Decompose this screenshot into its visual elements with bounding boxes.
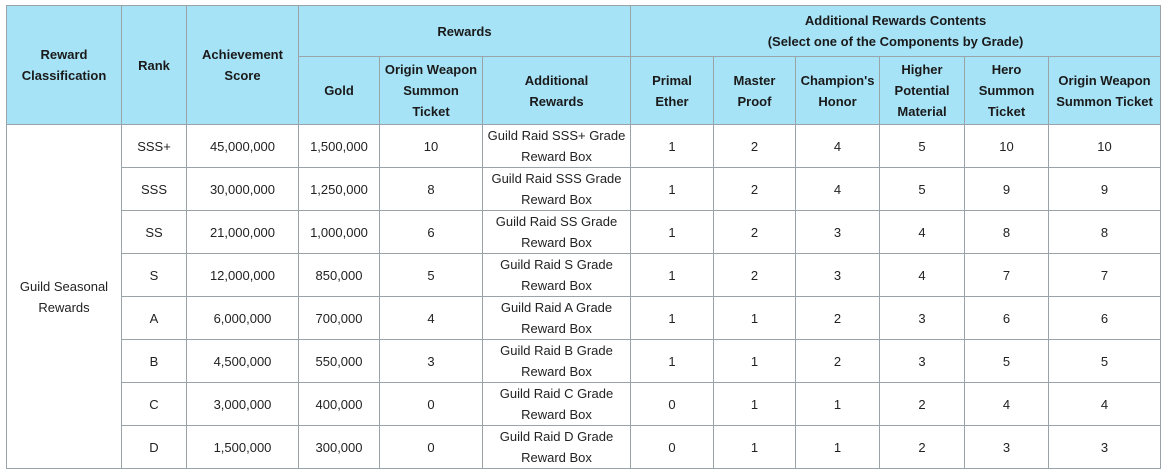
origin-weapon-summon-ticket-cell: 9 [1049, 168, 1161, 211]
origin-weapon-summon-ticket-cell: 4 [1049, 383, 1161, 426]
reward-box-cell: Guild Raid A Grade Reward Box [483, 297, 631, 340]
score-cell: 3,000,000 [187, 383, 299, 426]
hero-summon-ticket-cell: 5 [965, 340, 1049, 383]
higher-potential-material-cell: 2 [880, 426, 965, 469]
primal-ether-cell: 1 [631, 254, 714, 297]
score-cell: 45,000,000 [187, 125, 299, 168]
hero-summon-ticket-cell: 4 [965, 383, 1049, 426]
hero-summon-ticket-cell: 3 [965, 426, 1049, 469]
rank-cell: SSS [122, 168, 187, 211]
ticket-cell: 8 [380, 168, 483, 211]
table-row [7, 168, 1161, 211]
origin-weapon-summon-ticket-cell: 5 [1049, 340, 1161, 383]
header-reward-classification: Reward Classification [7, 6, 122, 125]
reward-box-cell: Guild Raid SSS+ Grade Reward Box [483, 125, 631, 168]
rank-cell: SS [122, 211, 187, 254]
master-proof-cell: 1 [714, 297, 796, 340]
header-champions-honor: Champion's Honor [796, 57, 880, 125]
reward-box-cell: Guild Raid SS Grade Reward Box [483, 211, 631, 254]
rank-cell: SSS+ [122, 125, 187, 168]
champions-honor-cell: 1 [796, 383, 880, 426]
reward-box-cell: Guild Raid C Grade Reward Box [483, 383, 631, 426]
hero-summon-ticket-cell: 10 [965, 125, 1049, 168]
header-additional-rewards: Additional Rewards [483, 57, 631, 125]
gold-cell: 1,000,000 [299, 211, 380, 254]
origin-weapon-summon-ticket-cell: 8 [1049, 211, 1161, 254]
ticket-cell: 0 [380, 426, 483, 469]
primal-ether-cell: 0 [631, 383, 714, 426]
hero-summon-ticket-cell: 9 [965, 168, 1049, 211]
primal-ether-cell: 1 [631, 168, 714, 211]
higher-potential-material-cell: 4 [880, 254, 965, 297]
header-primal-ether: Primal Ether [631, 57, 714, 125]
ticket-cell: 3 [380, 340, 483, 383]
table-row [7, 125, 1161, 168]
gold-cell: 700,000 [299, 297, 380, 340]
master-proof-cell: 2 [714, 211, 796, 254]
header-rewards: Rewards [299, 6, 631, 57]
origin-weapon-summon-ticket-cell: 7 [1049, 254, 1161, 297]
master-proof-cell: 2 [714, 168, 796, 211]
header-rank: Rank [122, 6, 187, 125]
champions-honor-cell: 4 [796, 168, 880, 211]
higher-potential-material-cell: 3 [880, 297, 965, 340]
ticket-cell: 4 [380, 297, 483, 340]
header-gold: Gold [299, 57, 380, 125]
gold-cell: 550,000 [299, 340, 380, 383]
reward-box-cell: Guild Raid D Grade Reward Box [483, 426, 631, 469]
primal-ether-cell: 0 [631, 426, 714, 469]
header-hero-summon-ticket: Hero Summon Ticket [965, 57, 1049, 125]
champions-honor-cell: 3 [796, 211, 880, 254]
master-proof-cell: 1 [714, 383, 796, 426]
rank-cell: B [122, 340, 187, 383]
master-proof-cell: 1 [714, 340, 796, 383]
ticket-cell: 6 [380, 211, 483, 254]
champions-honor-cell: 2 [796, 297, 880, 340]
primal-ether-cell: 1 [631, 297, 714, 340]
score-cell: 12,000,000 [187, 254, 299, 297]
origin-weapon-summon-ticket-cell: 10 [1049, 125, 1161, 168]
champions-honor-cell: 3 [796, 254, 880, 297]
higher-potential-material-cell: 5 [880, 125, 965, 168]
table-header [7, 6, 1161, 125]
ticket-cell: 5 [380, 254, 483, 297]
primal-ether-cell: 1 [631, 125, 714, 168]
table-row [7, 340, 1161, 383]
guild-rewards-table [6, 5, 1161, 469]
gold-cell: 400,000 [299, 383, 380, 426]
gold-cell: 1,500,000 [299, 125, 380, 168]
reward-box-cell: Guild Raid S Grade Reward Box [483, 254, 631, 297]
gold-cell: 300,000 [299, 426, 380, 469]
champions-honor-cell: 1 [796, 426, 880, 469]
higher-potential-material-cell: 3 [880, 340, 965, 383]
origin-weapon-summon-ticket-cell: 3 [1049, 426, 1161, 469]
champions-honor-cell: 4 [796, 125, 880, 168]
score-cell: 30,000,000 [187, 168, 299, 211]
header-higher-potential-material: Higher Potential Material [880, 57, 965, 125]
table-row [7, 383, 1161, 426]
higher-potential-material-cell: 5 [880, 168, 965, 211]
master-proof-cell: 2 [714, 125, 796, 168]
reward-box-cell: Guild Raid SSS Grade Reward Box [483, 168, 631, 211]
header-achievement-score: Achievement Score [187, 6, 299, 125]
primal-ether-cell: 1 [631, 340, 714, 383]
ticket-cell: 10 [380, 125, 483, 168]
score-cell: 4,500,000 [187, 340, 299, 383]
gold-cell: 850,000 [299, 254, 380, 297]
higher-potential-material-cell: 4 [880, 211, 965, 254]
hero-summon-ticket-cell: 7 [965, 254, 1049, 297]
header-additional-contents: Additional Rewards Contents (Select one of the Components by Grade) [631, 6, 1161, 57]
header-origin-weapon-ticket: Origin Weapon Summon Ticket [380, 57, 483, 125]
score-cell: 6,000,000 [187, 297, 299, 340]
score-cell: 1,500,000 [187, 426, 299, 469]
rank-cell: D [122, 426, 187, 469]
header-master-proof: Master Proof [714, 57, 796, 125]
primal-ether-cell: 1 [631, 211, 714, 254]
rank-cell: A [122, 297, 187, 340]
master-proof-cell: 2 [714, 254, 796, 297]
hero-summon-ticket-cell: 6 [965, 297, 1049, 340]
rank-cell: C [122, 383, 187, 426]
origin-weapon-summon-ticket-cell: 6 [1049, 297, 1161, 340]
hero-summon-ticket-cell: 8 [965, 211, 1049, 254]
champions-honor-cell: 2 [796, 340, 880, 383]
table-body [7, 125, 1161, 469]
table-row [7, 211, 1161, 254]
higher-potential-material-cell: 2 [880, 383, 965, 426]
reward-box-cell: Guild Raid B Grade Reward Box [483, 340, 631, 383]
table-row [7, 426, 1161, 469]
table-row [7, 254, 1161, 297]
ticket-cell: 0 [380, 383, 483, 426]
reward-classification-cell: Guild Seasonal Rewards [7, 125, 122, 469]
master-proof-cell: 1 [714, 426, 796, 469]
table-row [7, 297, 1161, 340]
header-origin-weapon-summon-ticket: Origin Weapon Summon Ticket [1049, 57, 1161, 125]
rank-cell: S [122, 254, 187, 297]
score-cell: 21,000,000 [187, 211, 299, 254]
gold-cell: 1,250,000 [299, 168, 380, 211]
